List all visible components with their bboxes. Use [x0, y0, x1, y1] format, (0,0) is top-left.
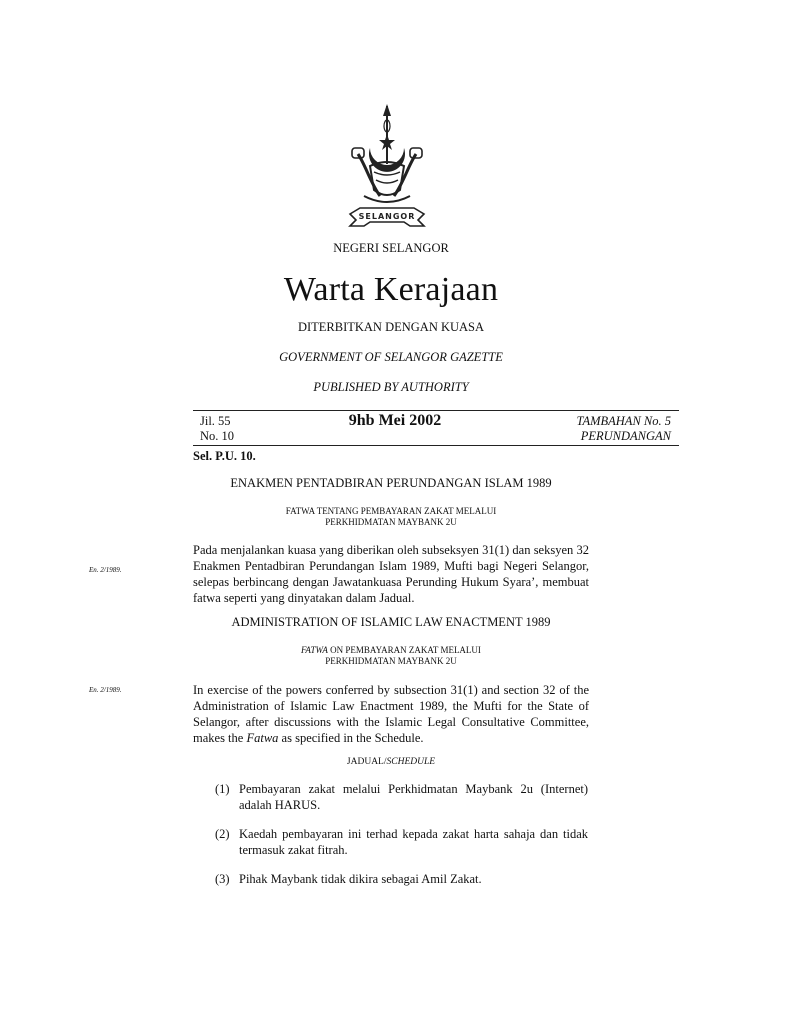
state-name: NEGERI SELANGOR: [333, 241, 449, 255]
svg-text:SELANGOR: SELANGOR: [358, 212, 416, 221]
issue-number: No. 10: [200, 429, 235, 443]
header-rule-top: [193, 410, 679, 411]
schedule-item: [215, 826, 588, 858]
schedule-item: [215, 781, 588, 813]
fatwa-italic: FATWA: [301, 645, 328, 655]
gazette-title: Warta Kerajaan: [283, 271, 499, 308]
schedule-item-text: Pihak Maybank tidak dikira sebagai Amil Zakat.: [239, 872, 482, 886]
english-subheading-line1: [193, 645, 589, 656]
volume: Jil. 55: [200, 414, 231, 428]
selangor-crest-icon: [340, 104, 434, 238]
english-subheading-rest: ON PEMBAYARAN ZAKAT MELALUI: [327, 645, 481, 655]
english-subheading-line2: PERKHIDMATAN MAYBANK 2U: [325, 656, 457, 666]
schedule-item-number: (3): [215, 872, 230, 886]
english-paragraph-part1: In exercise of the powers conferred by subsection 31(1) and section 32 of the Administration of Islamic Law Enactment 1989, the Mufti for the State of Selangor, after discussions with the Islamic Legal Consultative Committee, makes the: [193, 683, 589, 745]
schedule-title: [193, 757, 589, 767]
english-subheading: [193, 645, 589, 667]
english-paragraph-fatwa: Fatwa: [246, 731, 279, 745]
supplement: TAMBAHAN No. 5: [576, 414, 671, 428]
header-rule-bottom: [193, 445, 679, 446]
english-paragraph-part2: as specified in the Schedule.: [278, 731, 424, 745]
schedule-item-number: (1): [215, 782, 230, 796]
malay-paragraph: Pada menjalankan kuasa yang diberikan oleh subseksyen 31(1) dan seksyen 32 Enakmen Pentadbiran Perundangan Islam 1989, Mufti bagi Negeri Selangor, selepas berbincang dengan Jawatankuasa Perunding Hukum Syara’, membuat fatwa seperti yang dinyatakan dalam Jadual.: [193, 543, 589, 605]
volume-block: [200, 414, 234, 444]
malay-subheading-line2: PERKHIDMATAN MAYBANK 2U: [325, 517, 457, 527]
issue-date: 9hb Mei 2002: [348, 412, 442, 429]
malay-subheading-line1: FATWA TENTANG PEMBAYARAN ZAKAT MELALUI: [285, 506, 497, 516]
english-paragraph: [193, 682, 589, 746]
margin-note-malay: En. 2/1989.: [89, 566, 122, 574]
authority-ms: DITERBITKAN DENGAN KUASA: [297, 320, 485, 334]
authority-en: PUBLISHED BY AUTHORITY: [313, 380, 469, 394]
gazette-name-en: GOVERNMENT OF SELANGOR GAZETTE: [279, 350, 503, 364]
supplement-block: [576, 414, 671, 444]
pu-number: Sel. P.U. 10.: [193, 449, 256, 463]
malay-heading: ENAKMEN PENTADBIRAN PERUNDANGAN ISLAM 1989: [230, 476, 552, 490]
margin-note-english: En. 2/1989.: [89, 686, 122, 694]
category: PERUNDANGAN: [580, 429, 671, 443]
schedule-item-text: Kaedah pembayaran ini terhad kepada zakat harta sahaja dan tidak termasuk zakat fitrah.: [239, 827, 588, 857]
schedule-title-ms: JADUAL/: [346, 757, 387, 767]
schedule-item: [215, 871, 588, 887]
schedule-item-text: Pembayaran zakat melalui Perkhidmatan Maybank 2u (Internet) adalah HARUS.: [239, 782, 588, 812]
english-heading: ADMINISTRATION OF ISLAMIC LAW ENACTMENT 1989: [231, 615, 551, 629]
schedule-item-number: (2): [215, 827, 230, 841]
schedule-title-en: SCHEDULE: [386, 757, 436, 767]
malay-subheading: [193, 506, 589, 528]
